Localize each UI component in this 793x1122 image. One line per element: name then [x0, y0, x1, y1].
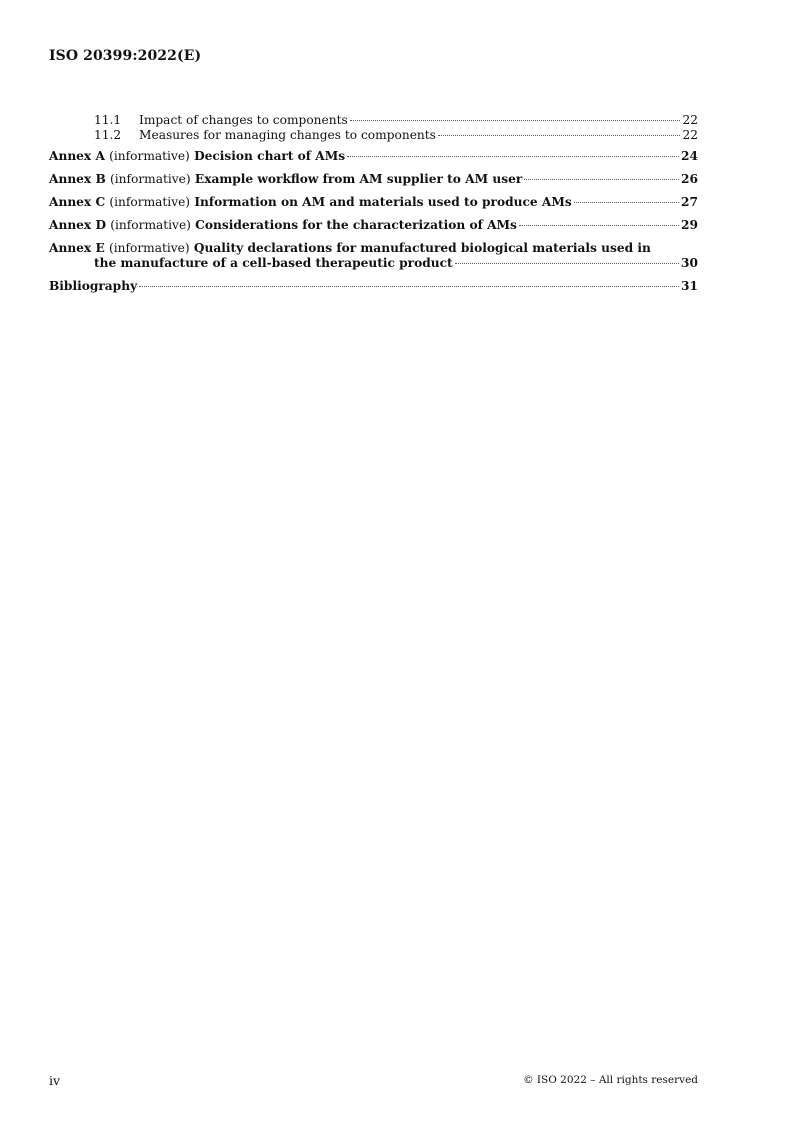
toc-entry-page: 24 — [681, 149, 698, 163]
dot-leader — [524, 179, 679, 180]
toc-entry-page: 29 — [681, 218, 698, 232]
annex-type: (informative) — [109, 195, 191, 209]
toc-entry-annex-c[interactable] — [49, 195, 698, 210]
toc-entry-page: 22 — [682, 128, 698, 142]
annex-label: Annex C — [49, 195, 106, 209]
toc-entry-number: 11.1 — [94, 113, 122, 127]
annex-type: (informative) — [109, 149, 190, 163]
annex-type: (informative) — [110, 218, 191, 232]
annex-title: Considerations for the characterization of AMs — [195, 218, 517, 232]
dot-leader — [574, 202, 679, 203]
toc-entry-annex-e[interactable] — [49, 241, 698, 271]
toc-entry-title: Measures for managing changes to components — [139, 128, 436, 142]
toc-entry-page: 30 — [681, 256, 698, 270]
toc-entry-page: 26 — [681, 172, 698, 186]
document-id: ISO 20399:2022(E) — [49, 48, 202, 64]
dot-leader — [455, 263, 679, 264]
annex-label: Annex B — [49, 172, 106, 186]
toc-entry-bibliography[interactable] — [49, 279, 698, 294]
toc-entry-11-2[interactable] — [49, 128, 698, 143]
toc-entry-annex-a[interactable] — [49, 149, 698, 164]
toc-entry-title: Impact of changes to components — [139, 113, 348, 127]
table-of-contents — [49, 113, 698, 294]
toc-entry-page: 27 — [681, 195, 698, 209]
dot-leader — [519, 225, 679, 226]
toc-entry-annex-b[interactable] — [49, 172, 698, 187]
footer-copyright: © ISO 2022 – All rights reserved — [523, 1074, 698, 1086]
annex-title: Quality declarations for manufactured biological materials used in — [193, 241, 651, 255]
dot-leader — [347, 156, 679, 157]
annex-title: Information on AM and materials used to produce AMs — [194, 195, 572, 209]
annex-type: (informative) — [110, 172, 191, 186]
dot-leader — [438, 135, 681, 136]
dot-leader — [139, 286, 679, 287]
toc-entry-page: 22 — [682, 113, 698, 127]
annex-type: (informative) — [108, 241, 190, 255]
annex-label: Annex E — [49, 241, 105, 255]
bibliography-title: Bibliography — [49, 279, 138, 293]
annex-label: Annex A — [49, 149, 105, 163]
dot-leader — [350, 120, 681, 121]
annex-label: Annex D — [49, 218, 107, 232]
annex-title: Decision chart of AMs — [194, 149, 346, 163]
toc-entry-11-1[interactable] — [49, 113, 698, 128]
annex-title-continued: the manufacture of a cell-based therapeutic product — [94, 256, 453, 270]
footer-page-number: iv — [49, 1073, 61, 1088]
annex-title: Example workflow from AM supplier to AM user — [194, 172, 523, 186]
toc-entry-annex-d[interactable] — [49, 218, 698, 233]
toc-entry-number: 11.2 — [94, 128, 122, 142]
toc-entry-page: 31 — [681, 279, 698, 293]
